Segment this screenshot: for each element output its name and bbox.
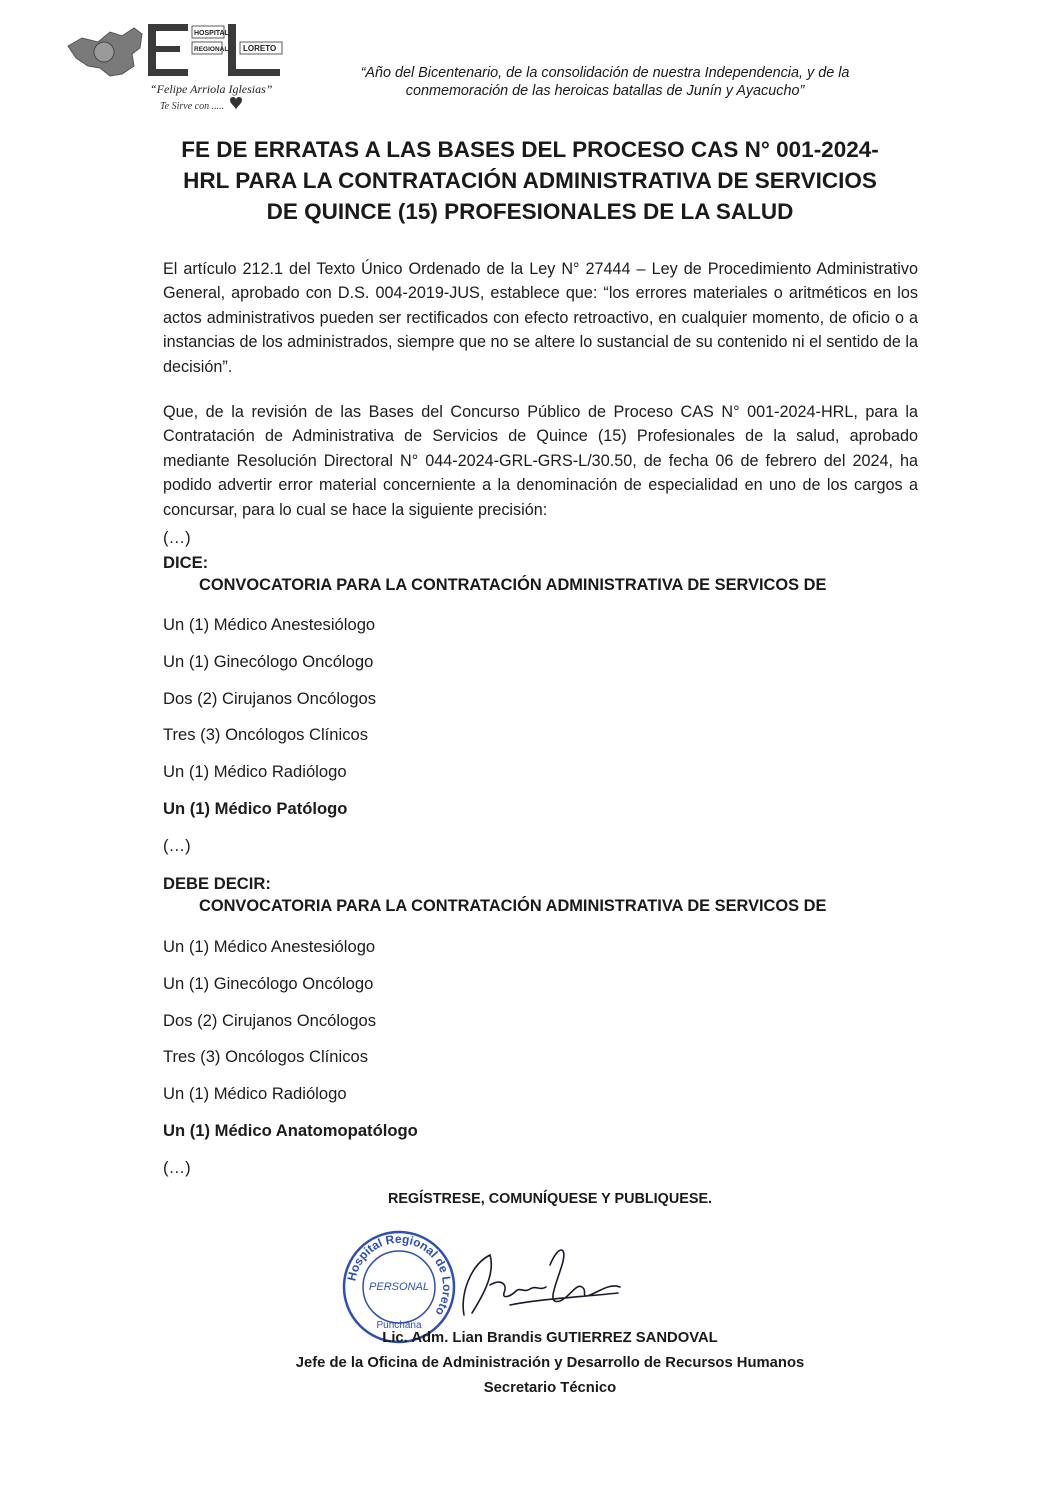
- signatory-role: Secretario Técnico: [483, 1380, 617, 1396]
- signature-block: [230, 1326, 870, 1401]
- dice-label: DICE:: [163, 553, 209, 572]
- svg-text:PERSONAL: PERSONAL: [369, 1281, 429, 1293]
- dice-item: Un (1) Ginecólogo Oncólogo: [163, 652, 374, 671]
- paragraph-review: Que, de la revisión de las Bases del Concurso Público de Proceso CAS N° 001-2024-HRL, para la Contratación de Administrativa de Servicios de Quince (15) Profesionales de la salud, aprobado mediante Resolución Directoral N° 044-2024-GRL-GRS-L/30.50, de fecha 06 de febrero del 2024, ha podido advertir error material concerniente a la denominación de especialidad en uno de los cargos a concursar, para lo cual se hace la siguiente precisión:: [163, 403, 918, 519]
- dice-item: Tres (3) Oncólogos Clínicos: [163, 725, 369, 744]
- handwritten-signature: [450, 1235, 630, 1325]
- debe-decir-item: Un (1) Médico Radiólogo: [163, 1084, 347, 1103]
- debe-decir-item: Un (1) Ginecólogo Oncólogo: [163, 974, 374, 993]
- debe-decir-label: DEBE DECIR:: [163, 874, 271, 893]
- motto-line-1: “Año del Bicentenario, de la consolidación de nuestra Independencia, y de la: [360, 65, 850, 81]
- title-line-3: DE QUINCE (15) PROFESIONALES DE LA SALUD: [266, 199, 794, 224]
- signature-stroke: [450, 1235, 630, 1325]
- debe-decir-item: Un (1) Médico Anestesiólogo: [163, 937, 376, 956]
- debe-decir-item-corrected: Un (1) Médico Anatomopatólogo: [163, 1121, 418, 1140]
- debe-decir-heading: CONVOCATORIA PARA LA CONTRATACIÓN ADMINISTRATIVA DE SERVICOS DE: [199, 897, 827, 915]
- svg-text:Punchana: Punchana: [376, 1320, 422, 1331]
- svg-text:LORETO: LORETO: [243, 44, 277, 53]
- dice-item: Dos (2) Cirujanos Oncólogos: [163, 689, 377, 708]
- year-motto: [300, 64, 910, 100]
- motto-line-2: conmemoración de las heroicas batallas de Junín y Ayacucho”: [405, 83, 805, 99]
- paragraph-legal-basis: El artículo 212.1 del Texto Único Ordenado de la Ley N° 27444 – Ley de Procedimiento Administrativo General, aprobado con D.S. 004-2019-JUS, establece que: “los errores materiales o aritméticos en los actos administrativos pueden ser rectificados con efecto retroactivo, en cualquier momento, de oficio o a instancias de los administrados, siempre que no se altere lo sustancial de su contenido ni el sentido de la decisión”.: [163, 260, 918, 376]
- svg-text:Hospital Regional de Loreto: Hospital Regional de Loreto: [344, 1231, 455, 1319]
- closing-formula: REGÍSTRESE, COMUNÍQUESE Y PUBLIQUESE.: [387, 1191, 713, 1207]
- debe-decir-item: Dos (2) Cirujanos Oncólogos: [163, 1011, 377, 1030]
- logo-tagline: Te Sirve con .....: [160, 101, 225, 112]
- signatory-position: Jefe de la Oficina de Administración y Desarrollo de Recursos Humanos: [295, 1355, 805, 1371]
- dice-item-erroneous: Un (1) Médico Patólogo: [163, 799, 348, 818]
- svg-text:REGIONAL: REGIONAL: [194, 46, 229, 53]
- dice-item: Un (1) Médico Radiólogo: [163, 762, 347, 781]
- ellipsis: (…): [163, 836, 191, 855]
- dice-heading: CONVOCATORIA PARA LA CONTRATACIÓN ADMINISTRATIVA DE SERVICOS DE: [199, 576, 827, 594]
- signatory-name: Lic. Adm. Lian Brandis GUTIERREZ SANDOVAL: [382, 1330, 718, 1346]
- ellipsis: (…): [163, 1158, 191, 1177]
- title-line-1: FE DE ERRATAS A LAS BASES DEL PROCESO CAS N° 001-2024-: [181, 137, 879, 162]
- debe-decir-item: Tres (3) Oncólogos Clínicos: [163, 1047, 369, 1066]
- logo-name: “Felipe Arriola Iglesias”: [150, 82, 273, 96]
- dice-item: Un (1) Médico Anestesiólogo: [163, 615, 376, 634]
- ellipsis: (…): [163, 528, 191, 547]
- document-title: [130, 134, 930, 227]
- svg-text:HOSPITAL: HOSPITAL: [194, 30, 229, 37]
- title-line-2: HRL PARA LA CONTRATACIÓN ADMINISTRATIVA DE SERVICIOS: [183, 168, 877, 193]
